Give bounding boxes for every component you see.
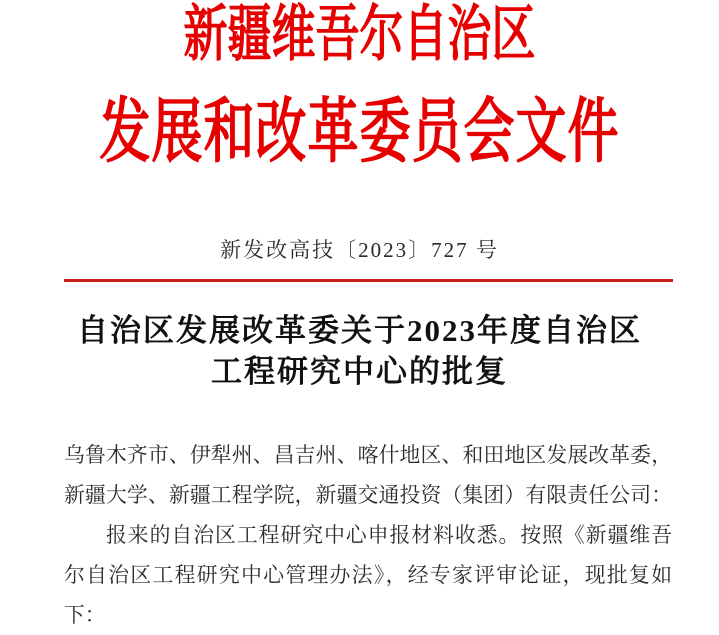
document-title-line2: 工程研究中心的批复 — [211, 354, 508, 389]
body-recipients-line1: 乌鲁木齐市、伊犁州、昌吉州、喀什地区、和田地区发展改革委， — [64, 444, 672, 467]
body-paragraph-line1: 报来的自治区工程研究中心申报材料收悉。按照《新疆维吾 — [106, 524, 672, 547]
document-title-line1: 自治区发展改革委关于2023年度自治区 — [77, 313, 642, 348]
body-recipients-line2: 新疆大学、新疆工程学院，新疆交通投资（集团）有限责任公司： — [64, 484, 672, 507]
body-paragraph-line2: 尔自治区工程研究中心管理办法》，经专家评审论证，现批复如 — [64, 564, 672, 587]
document-title — [0, 310, 719, 392]
letterhead-divider-rule — [64, 279, 673, 282]
letterhead-agency-region: 新疆维吾尔自治区 — [183, 0, 536, 69]
document-body — [64, 436, 672, 635]
letterhead-agency-name: 发展和改革委员会文件 — [99, 94, 620, 173]
document-reference-number: 新发改高技〔2023〕727 号 — [220, 238, 499, 262]
body-paragraph-line3: 下： — [64, 604, 106, 627]
